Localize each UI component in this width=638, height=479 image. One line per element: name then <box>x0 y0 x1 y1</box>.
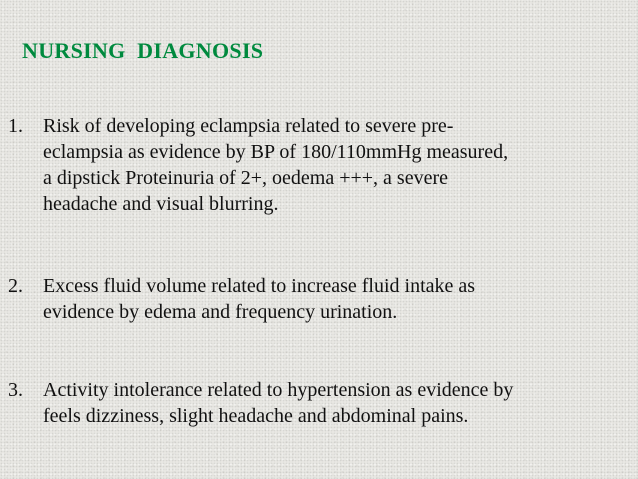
item-line: feels dizziness, slight headache and abdominal pains. <box>43 405 469 427</box>
item-number: 1. <box>8 115 23 137</box>
item-text <box>43 113 635 217</box>
item-text <box>43 377 635 429</box>
item-text <box>43 273 635 325</box>
item-line: Activity intolerance related to hypertension as evidence by <box>43 379 514 401</box>
item-line: Excess fluid volume related to increase fluid intake as <box>43 275 476 297</box>
slide-title: NURSING DIAGNOSIS <box>22 38 264 63</box>
item-line: eclampsia as evidence by BP of 180/110mmHg measured, <box>43 141 509 163</box>
item-line: Risk of developing eclampsia related to severe pre- <box>43 115 454 137</box>
item-number: 3. <box>8 379 23 401</box>
item-number: 2. <box>8 275 23 297</box>
item-line: headache and visual blurring. <box>43 193 279 215</box>
item-line: a dipstick Proteinuria of 2+, oedema +++, a severe <box>43 167 448 189</box>
item-line: evidence by edema and frequency urination. <box>43 301 398 323</box>
